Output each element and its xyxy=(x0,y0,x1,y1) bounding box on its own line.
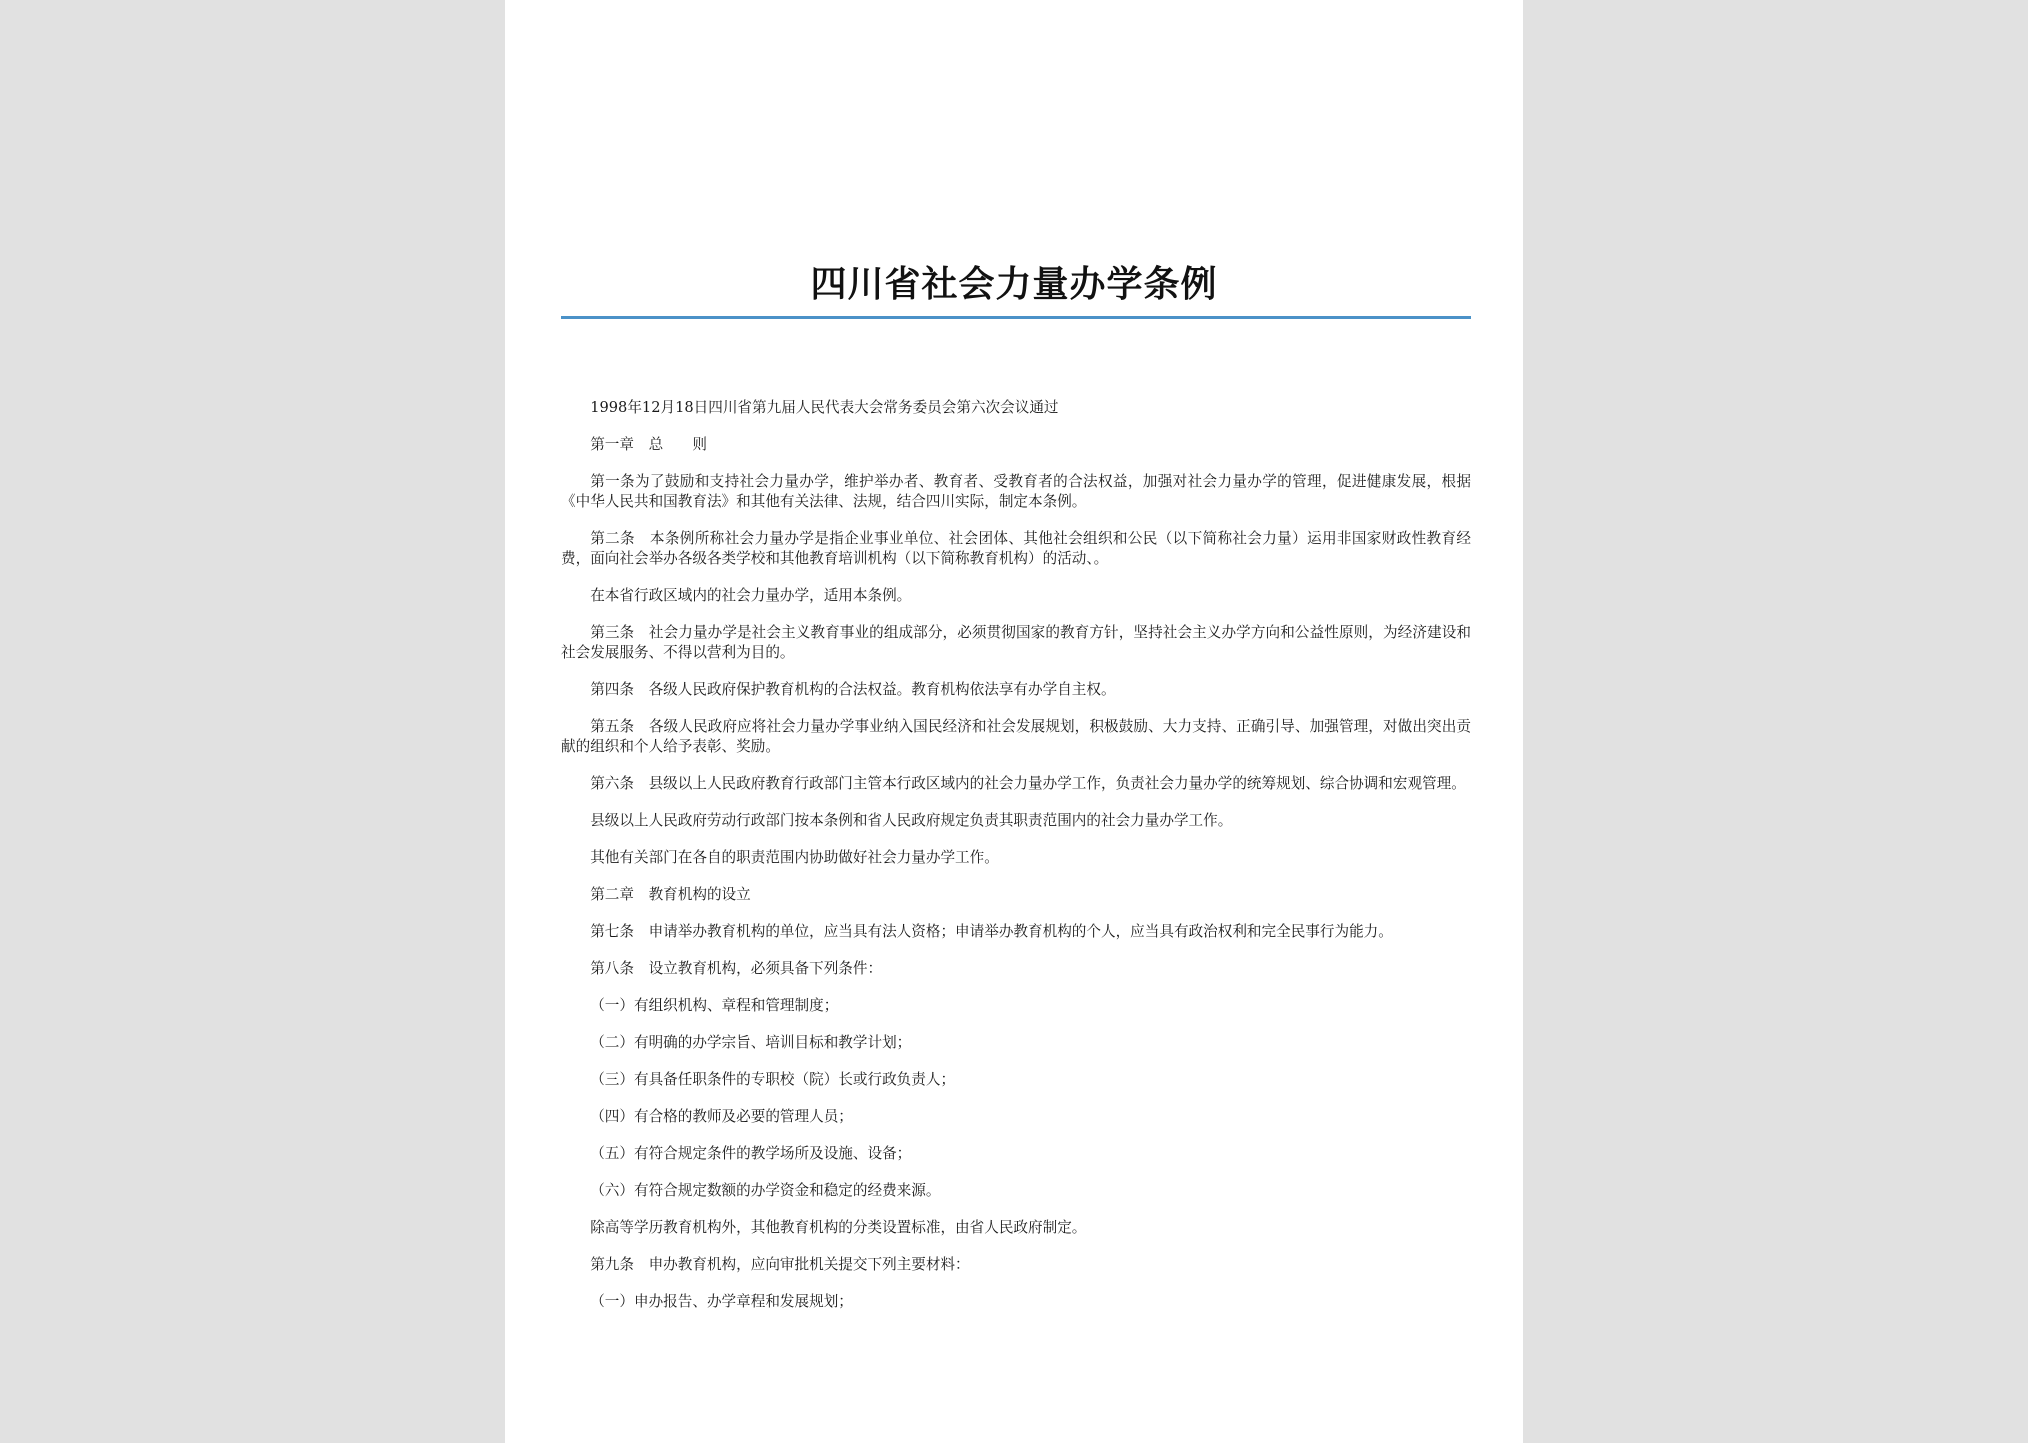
article-paragraph: 第七条 申请举办教育机构的单位，应当具有法人资格；申请举办教育机构的个人，应当具有政治权利和完全民事行为能力。 xyxy=(590,923,1393,940)
article-paragraph: 第一条为了鼓励和支持社会力量办学，维护举办者、教育者、受教育者的合法权益，加强对社会力量办学的管理，促进健康发展，根据《中华人民共和国教育法》和其他有关法律、法规，结合四川实际，制定本条例。 xyxy=(561,473,1471,510)
article-paragraph: 在本省行政区域内的社会力量办学，适用本条例。 xyxy=(590,587,912,604)
article-paragraph: 第四条 各级人民政府保护教育机构的合法权益。教育机构依法享有办学自主权。 xyxy=(590,681,1116,698)
title-divider xyxy=(561,316,1471,319)
document-body xyxy=(561,398,1471,1329)
document-title: 四川省社会力量办学条例 xyxy=(810,263,1218,305)
article-paragraph: 第八条 设立教育机构，必须具备下列条件： xyxy=(590,960,883,977)
article-paragraph: 第二条 本条例所称社会力量办学是指企业事业单位、社会团体、其他社会组织和公民（以下简称社会力量）运用非国家财政性教育经费，面向社会举办各级各类学校和其他教育培训机构（以下简称教育机构）的活动、。 xyxy=(561,530,1471,567)
article-paragraph: 除高等学历教育机构外，其他教育机构的分类设置标准，由省人民政府制定。 xyxy=(590,1219,1087,1236)
article-paragraph: 第三条 社会力量办学是社会主义教育事业的组成部分，必须贯彻国家的教育方针，坚持社会主义办学方向和公益性原则，为经济建设和社会发展服务、不得以营利为目的。 xyxy=(561,624,1471,661)
adoption-note: 1998年12月18日四川省第九届人民代表大会常务委员会第六次会议通过 xyxy=(590,399,1059,416)
list-item: （五）有符合规定条件的教学场所及设施、设备； xyxy=(590,1145,912,1162)
chapter-heading: 第二章 教育机构的设立 xyxy=(590,886,751,903)
list-item: （二）有明确的办学宗旨、培训目标和教学计划； xyxy=(590,1034,912,1051)
chapter-heading: 第一章 总 则 xyxy=(590,436,707,453)
article-paragraph: 其他有关部门在各自的职责范围内协助做好社会力量办学工作。 xyxy=(590,849,999,866)
article-paragraph: 第六条 县级以上人民政府教育行政部门主管本行政区域内的社会力量办学工作，负责社会力量办学的统筹规划、综合协调和宏观管理。 xyxy=(590,775,1466,792)
list-item: （四）有合格的教师及必要的管理人员； xyxy=(590,1108,853,1125)
article-paragraph: 第九条 申办教育机构，应向审批机关提交下列主要材料： xyxy=(590,1256,970,1273)
list-item: （一）有组织机构、章程和管理制度； xyxy=(590,997,839,1014)
list-item: （六）有符合规定数额的办学资金和稳定的经费来源。 xyxy=(590,1182,941,1199)
document-page xyxy=(505,0,1523,1443)
article-paragraph: 第五条 各级人民政府应将社会力量办学事业纳入国民经济和社会发展规划，积极鼓励、大力支持、正确引导、加强管理，对做出突出贡献的组织和个人给予表彰、奖励。 xyxy=(561,718,1471,755)
list-item: （一）申办报告、办学章程和发展规划； xyxy=(590,1293,853,1310)
article-paragraph: 县级以上人民政府劳动行政部门按本条例和省人民政府规定负责其职责范围内的社会力量办学工作。 xyxy=(590,812,1233,829)
list-item: （三）有具备任职条件的专职校（院）长或行政负责人； xyxy=(590,1071,956,1088)
